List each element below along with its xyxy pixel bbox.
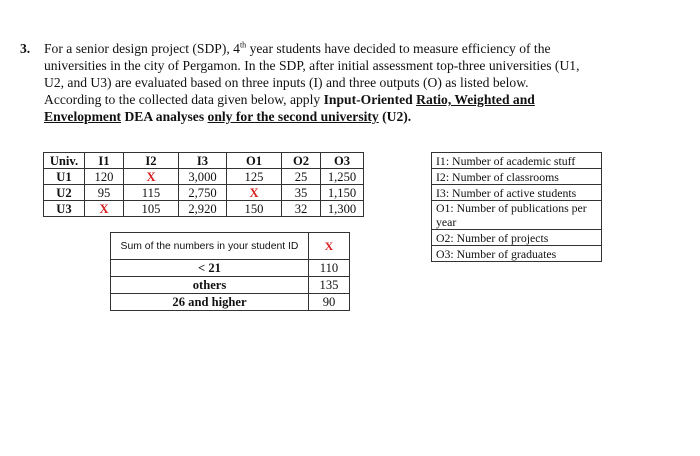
question-line-2: universities in the city of Pergamon. In the SDP, after initial assessment top-three universities (U1, xyxy=(44,58,580,73)
legend-item-i1: I1: Number of academic stuff xyxy=(432,153,602,169)
id-category: < 21 xyxy=(111,260,309,277)
question-line-4: According to the collected data given below, apply Input-Oriented Ratio, Weighted and xyxy=(44,92,535,107)
id-category: others xyxy=(111,277,309,294)
id-table-header xyxy=(111,233,350,260)
cell-univ: U2 xyxy=(44,185,85,201)
cell-o2: 32 xyxy=(282,201,321,217)
cell-i3: 3,000 xyxy=(179,169,227,185)
cell-o1-unknown: X xyxy=(227,185,282,201)
student-id-table xyxy=(110,232,350,311)
table-header-row xyxy=(44,153,364,169)
cell-o1: 125 xyxy=(227,169,282,185)
col-header-i3: I3 xyxy=(179,153,227,169)
table-row xyxy=(111,260,350,277)
question-number: 3. xyxy=(20,41,31,56)
cell-o3: 1,250 xyxy=(321,169,364,185)
col-header-i1: I1 xyxy=(85,153,124,169)
id-category: 26 and higher xyxy=(111,294,309,311)
cell-o3: 1,300 xyxy=(321,201,364,217)
question-line-3: U2, and U3) are evaluated based on three inputs (I) and three outputs (O) as listed below. xyxy=(44,75,529,90)
question-line-1: For a senior design project (SDP), 4th year students have decided to measure efficiency of the xyxy=(44,40,551,56)
legend-item-i2: I2: Number of classrooms xyxy=(432,169,602,185)
id-value: 135 xyxy=(309,277,350,294)
cell-univ: U3 xyxy=(44,201,85,217)
col-header-o2: O2 xyxy=(282,153,321,169)
cell-univ: U1 xyxy=(44,169,85,185)
cell-i1: 95 xyxy=(85,185,124,201)
table-row xyxy=(44,201,364,217)
legend-item-o2: O2: Number of projects xyxy=(432,230,602,246)
table-row xyxy=(44,185,364,201)
table-row xyxy=(111,277,350,294)
table-row xyxy=(111,294,350,311)
cell-i3: 2,920 xyxy=(179,201,227,217)
legend-item-o3: O3: Number of graduates xyxy=(432,246,602,262)
cell-o2: 25 xyxy=(282,169,321,185)
legend-item-o1: O1: Number of publications per year xyxy=(432,201,602,230)
col-header-o1: O1 xyxy=(227,153,282,169)
col-header-i2: I2 xyxy=(124,153,179,169)
col-header-univ: Univ. xyxy=(44,153,85,169)
id-value: 90 xyxy=(309,294,350,311)
cell-i1: 120 xyxy=(85,169,124,185)
col-header-o3: O3 xyxy=(321,153,364,169)
cell-i2: 105 xyxy=(124,201,179,217)
legend-table xyxy=(431,152,602,262)
legend-item-i3: I3: Number of active students xyxy=(432,185,602,201)
cell-o1: 150 xyxy=(227,201,282,217)
question-line-5: Envelopment DEA analyses only for the second university (U2). xyxy=(44,109,412,124)
cell-i1-unknown: X xyxy=(85,201,124,217)
id-value: 110 xyxy=(309,260,350,277)
question-text xyxy=(44,40,624,125)
cell-i2-unknown: X xyxy=(124,169,179,185)
id-x-header: X xyxy=(309,233,350,260)
table-row xyxy=(44,169,364,185)
id-sum-label: Sum of the numbers in your student ID xyxy=(111,233,309,260)
cell-i3: 2,750 xyxy=(179,185,227,201)
cell-o2: 35 xyxy=(282,185,321,201)
cell-i2: 115 xyxy=(124,185,179,201)
cell-o3: 1,150 xyxy=(321,185,364,201)
data-table xyxy=(43,152,364,217)
